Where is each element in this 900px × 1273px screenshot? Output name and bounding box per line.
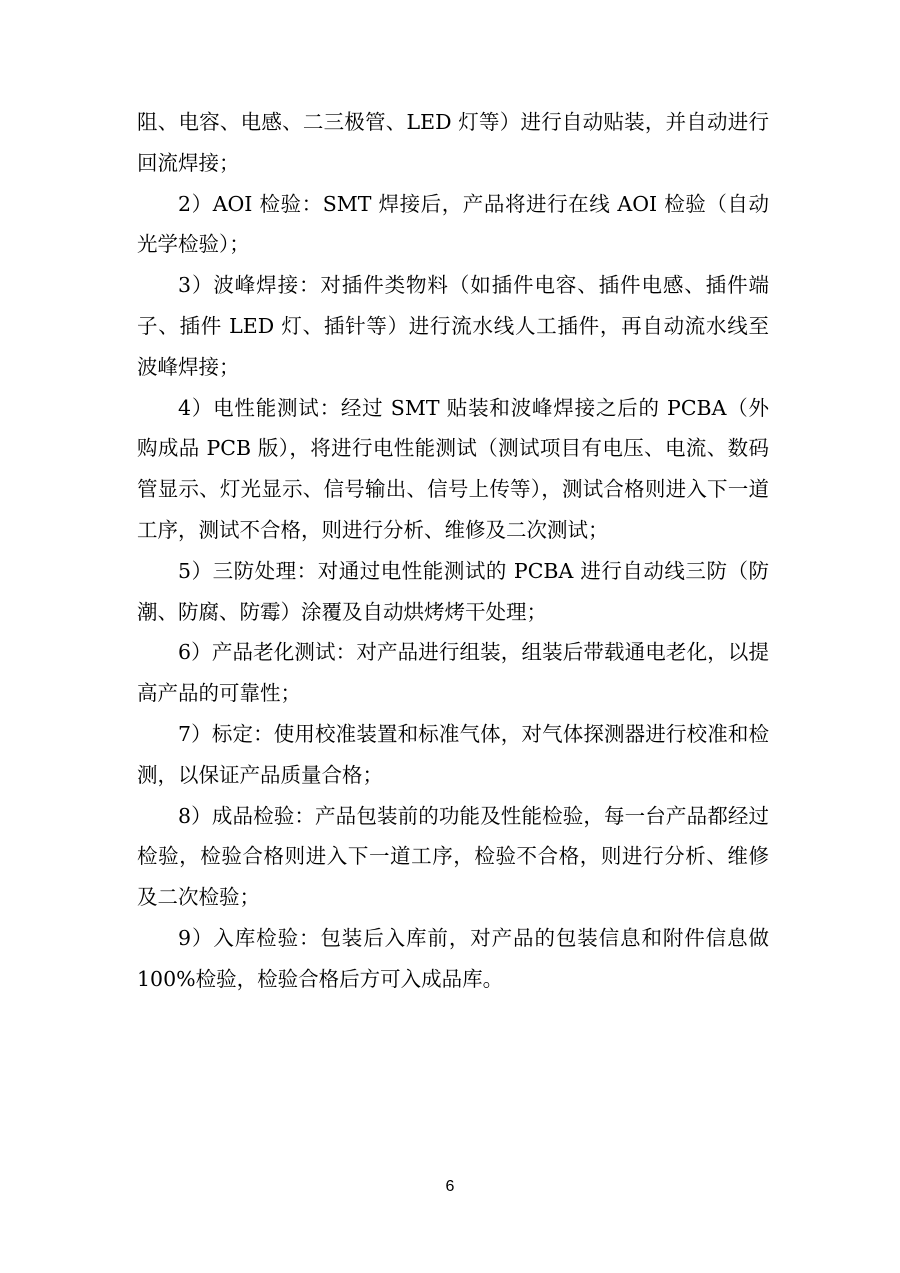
paragraph-item-8-final-inspection: 8）成品检验：产品包装前的功能及性能检验，每一台产品都经过检验，检验合格则进入下一道工序，检验不合格，则进行分析、维修及二次检验；: [137, 803, 769, 910]
paragraph-item-9-warehouse-inspection: 9）入库检验：包装后入库前，对产品的包装信息和附件信息做100%检验，检验合格后方可入成品库。: [137, 925, 769, 991]
paragraph-continuation: 阻、电容、电感、二三极管、LED 灯等）进行自动贴装，并自动进行回流焊接；: [137, 110, 769, 175]
page-number: 6: [445, 1178, 455, 1195]
paragraph-item-6-aging-test: 6）产品老化测试：对产品进行组装，组装后带载通电老化，以提高产品的可靠性；: [137, 640, 769, 706]
paragraph-item-3-wave-soldering: 3）波峰焊接：对插件类物料（如插件电容、插件电感、插件端子、插件 LED 灯、插针等）进行流水线人工插件，再自动流水线至波峰焊接；: [137, 273, 769, 379]
paragraph-item-7-calibration: 7）标定：使用校准装置和标准气体，对气体探测器进行校准和检测，以保证产品质量合格；: [137, 721, 769, 787]
body-text: [137, 102, 769, 1000]
paragraph-item-2-aoi-inspection: 2）AOI 检验：SMT 焊接后，产品将进行在线 AOI 检验（自动光学检验）；: [137, 191, 769, 257]
paragraph-item-5-conformal-coating: 5）三防处理：对通过电性能测试的 PCBA 进行自动线三防（防潮、防腐、防霉）涂覆及自动烘烤烤干处理；: [137, 558, 769, 624]
paragraph-item-4-electrical-test: 4）电性能测试：经过 SMT 贴装和波峰焊接之后的 PCBA（外购成品 PCB 版），将进行电性能测试（测试项目有电压、电流、数码管显示、灯光显示、信号输出、信号上传等），测试合格则进入下一道工序，测试不合格，则进行分析、维修及二次测试；: [137, 395, 769, 542]
